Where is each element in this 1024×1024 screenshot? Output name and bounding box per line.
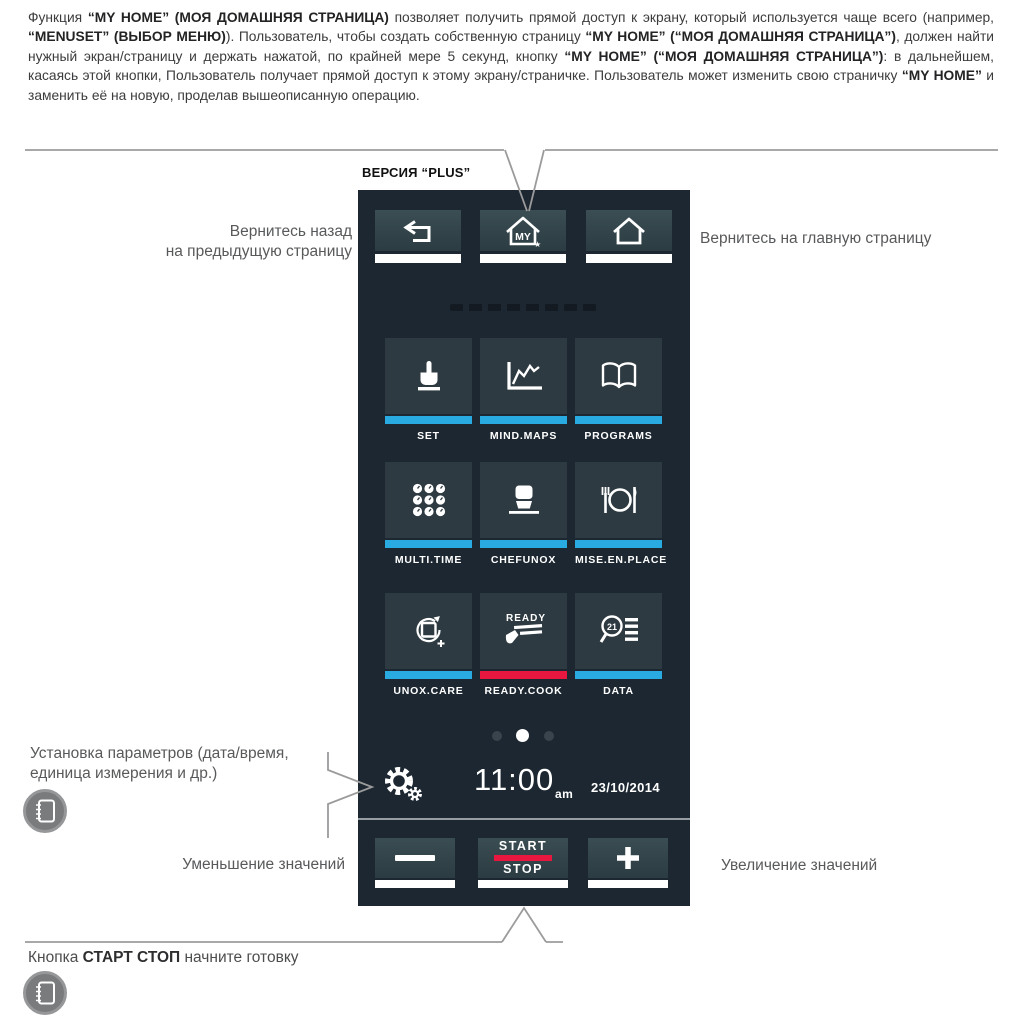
grid-cell-data (575, 593, 662, 697)
my-home-star: ★ (534, 239, 542, 249)
pager-dot-3[interactable] (544, 731, 554, 741)
data-search-icon (598, 613, 640, 649)
my-home-button-cell (480, 210, 566, 263)
ready-badge: READY (505, 613, 546, 624)
multi-time-tile[interactable] (385, 462, 472, 538)
grid-cell-readycook (480, 593, 567, 697)
my-home-label: MY (515, 230, 531, 243)
home-button-underline (586, 254, 672, 263)
intro-bold: “MY HOME” (МОЯ ДОМАШНЯЯ СТРАНИЦА) (87, 10, 389, 25)
mise-en-place-label: MISE.EN.PLACE (575, 554, 668, 566)
home-button[interactable] (586, 210, 672, 251)
start-stop-button[interactable] (478, 838, 568, 878)
my-home-button[interactable] (480, 210, 566, 251)
notebook-icon (32, 797, 58, 825)
back-button[interactable] (375, 210, 461, 251)
gear-icon (382, 764, 424, 802)
multi-time-label: MULTI.TIME (394, 554, 463, 566)
startstop-pointer (502, 908, 546, 942)
grid-cell-unoxcare (385, 593, 472, 697)
ready-cook-tile[interactable] (480, 593, 567, 669)
mind-maps-chart-icon (504, 359, 544, 393)
minus-underline (375, 880, 455, 888)
intro-text: и заменить её на новую, проделав вышеописанную операцию. (28, 68, 995, 103)
manual-page-icon (23, 789, 67, 833)
callout-settings (30, 744, 289, 784)
intro-bold: “MY HOME” (“МОЯ ДОМАШНЯЯ СТРАНИЦА”) (564, 48, 884, 64)
footer-bold: СТАРТ СТОП (82, 949, 181, 966)
data-bar (575, 671, 662, 679)
back-button-underline (375, 254, 461, 263)
grid-cell-set (385, 338, 472, 442)
callout-increase: Увеличение значений (721, 857, 878, 874)
mind-maps-bar (480, 416, 567, 424)
minus-cell (375, 838, 455, 888)
minus-button[interactable] (375, 838, 455, 878)
callout-back-line1: Вернитесь назад (229, 223, 352, 240)
grid-cell-programs (575, 338, 662, 442)
home-button-cell (586, 210, 672, 263)
unox-care-label: UNOX.CARE (393, 685, 464, 697)
intro-paragraph (28, 8, 994, 105)
multi-time-bar (385, 540, 472, 548)
ready-cook-hand-icon (501, 611, 547, 651)
mind-maps-label: MIND.MAPS (489, 430, 558, 442)
ready-cook-bar (480, 671, 567, 679)
grid-cell-multitime (385, 462, 472, 566)
callout-back-line2: на предыдущую страницу (165, 243, 352, 260)
settings-gear-button[interactable] (382, 764, 424, 802)
intro-text: : в дальнейшем, касаясь этой кнопки, Пользователь получает прямой доступ к этому экрану/страничке. Пользователь может изменить свою страничку (28, 48, 994, 84)
unox-care-bar (385, 671, 472, 679)
plus-cell (588, 838, 668, 888)
start-stop-red-bar (494, 855, 552, 861)
ready-cook-label: READY.COOK (484, 685, 563, 697)
programs-book-icon (599, 360, 639, 392)
set-bar (385, 416, 472, 424)
intro-bold: “MENUSET” (ВЫБОР МЕНЮ) (28, 29, 226, 45)
clock-date: 23/10/2014 (591, 780, 661, 795)
set-tile[interactable] (385, 338, 472, 414)
device-panel (358, 190, 690, 906)
programs-label: PROGRAMS (584, 430, 653, 442)
intro-text: ). Пользователь, чтобы создать собственную страницу (225, 29, 586, 45)
data-tile[interactable] (575, 593, 662, 669)
grid-cell-mindmaps (480, 338, 567, 442)
chefunox-label: CHEFUNOX (490, 554, 557, 566)
footer-caption (28, 949, 299, 967)
footer-post: начните готовку (180, 949, 299, 966)
my-home-button-underline (480, 254, 566, 263)
callout-back (166, 222, 352, 262)
unox-care-rotate-icon (411, 613, 447, 649)
callout-settings-line1: Установка параметров (дата/время, (30, 745, 289, 762)
stop-label: STOP (503, 862, 543, 876)
callout-decrease: Уменьшение значений (182, 856, 345, 873)
intro-text: Функция (28, 10, 88, 25)
grid-cell-chefunox (480, 462, 567, 566)
data-digits: 21 (606, 622, 617, 632)
mise-en-place-tile[interactable] (575, 462, 662, 538)
mind-maps-tile[interactable] (480, 338, 567, 414)
panel-separator (358, 818, 690, 820)
clock-meridiem: am (555, 787, 574, 801)
faint-screen-text (450, 304, 602, 311)
intro-bold: “MY HOME” (901, 68, 982, 84)
programs-bar (575, 416, 662, 424)
manual-page-icon-footer (23, 971, 67, 1015)
plus-underline (588, 880, 668, 888)
programs-tile[interactable] (575, 338, 662, 414)
notebook-icon (32, 979, 58, 1007)
chefunox-bar (480, 540, 567, 548)
back-button-cell (375, 210, 461, 263)
mise-en-place-plate-icon (597, 484, 641, 516)
set-hand-icon (410, 358, 448, 394)
plus-button[interactable] (588, 838, 668, 878)
minus-icon (395, 855, 435, 861)
mise-en-place-bar (575, 540, 662, 548)
start-label: START (498, 839, 548, 853)
start-stop-underline (478, 880, 568, 888)
pager-dot-1[interactable] (492, 731, 502, 741)
clock-time: 11:00 (474, 762, 555, 797)
callout-settings-line2: единица измерения и др.) (30, 765, 218, 782)
unox-care-tile[interactable] (385, 593, 472, 669)
chefunox-tile[interactable] (480, 462, 567, 538)
callout-home: Вернитесь на главную страницу (700, 230, 932, 247)
start-stop-cell (478, 838, 568, 888)
intro-text: позволяет получить прямой доступ к экрану, который используется чаще всего (например, (388, 10, 994, 25)
intro-bold: “MY HOME” (“МОЯ ДОМАШНЯЯ СТРАНИЦА”) (585, 29, 896, 45)
grid-cell-miseenplace (575, 462, 668, 566)
back-arrow-icon (401, 215, 435, 247)
version-label: ВЕРСИЯ “PLUS” (362, 165, 471, 180)
home-icon (609, 215, 649, 247)
footer-pre: Кнопка (28, 949, 83, 966)
intro-text: , должен найти нужный экран/страницу и держать нажатой, по крайней мере 5 секунд, кнопку (28, 29, 994, 64)
plus-icon (613, 843, 643, 873)
pager-dot-2-active[interactable] (516, 729, 529, 742)
set-label: SET (417, 430, 440, 442)
chefunox-hat-icon (506, 482, 542, 518)
multi-time-clocks-icon (411, 482, 447, 518)
data-label: DATA (603, 685, 634, 697)
my-home-icon (500, 213, 546, 249)
